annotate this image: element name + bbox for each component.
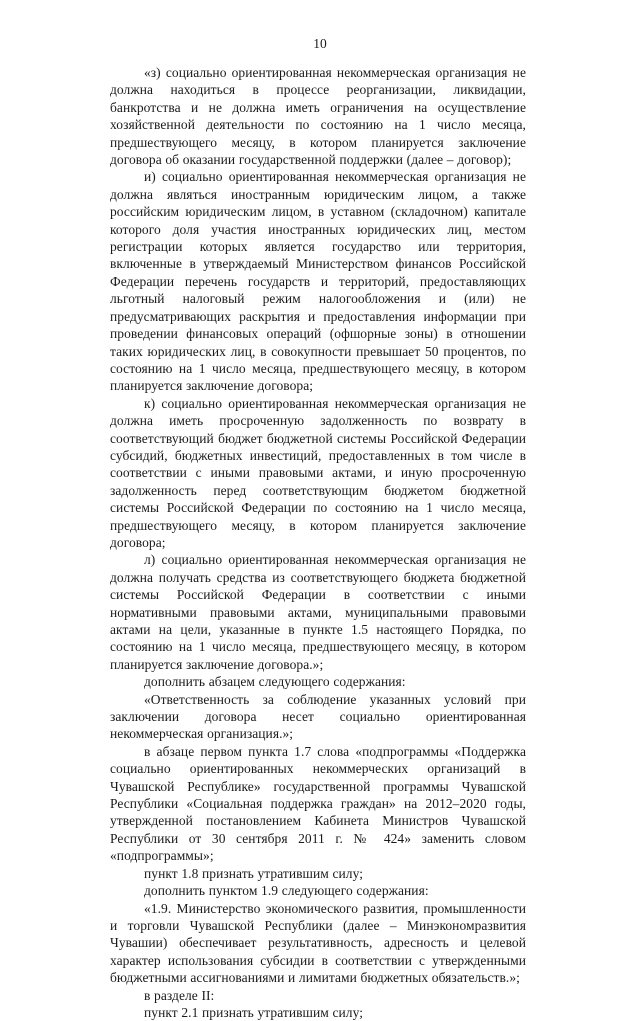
paragraph-add-clause: дополнить абзацем следующего содержания: [144,674,406,690]
page-number: 10 [313,36,327,51]
paragraph-item-1-8: пункт 1.8 признать утратившим силу; [144,865,364,881]
paragraph-responsibility: «Ответственность за соблюдение указанных условий при заключении договора несет социально ориентированная некоммерческая организация.»; [110,691,526,742]
paragraph-i-foreign-entity: и) социально ориентированная некоммерческая организация не должна являться иностранным юридическим лицом, а также российским юридическим лицом, в уставном (складочном) капитале которого доля участия иностранных юридических лиц, местом регистрации которых является государство или территория, включенные в утверждаемый Министерством финансов Российской Федерации перечень государств и территорий, предоставляющих льготный налоговый режим налогообложения и (или) не предусматривающих раскрытия и предоставления информации при проведении финансовых операций (офшорные зоны) в отношении таких юридических лиц, в совокупности превышает 50 процентов, по состоянию на 1 число месяца, предшествующего месяцу, в котором планируется заключение договора; [110,169,526,394]
paragraph-item-2-1: пункт 2.1 признать утратившим силу; [144,1004,364,1020]
paragraph-add-item-1-9: дополнить пунктом 1.9 следующего содержания: [144,883,429,899]
document-body [110,64,526,1021]
paragraph-item-1-9-text: «1.9. Министерство экономического развития, промышленности и торговли Чувашской Республики (далее – Минэкономразвития Чувашии) обеспечивает результативность, адресность и целевой характер использования субсидии в соответствии с утвержденными бюджетными ассигнованиями и лимитами бюджетных обязательств.»; [110,900,526,986]
paragraph-k-overdue-debt: к) социально ориентированная некоммерческая организация не должна иметь просроченную задолженность по возврату в соответствующий бюджет бюджетной системы Российской Федерации субсидий, бюджетных инвестиций, предоставленных в том числе в соответствии с иными правовыми актами, и иную просроченную задолженность перед соответствующим бюджетом бюджетной системы Российской Федерации по состоянию на 1 число месяца, предшествующего месяцу, в котором планируется заключение договора; [110,395,526,550]
paragraph-item-1-7: в абзаце первом пункта 1.7 слова «подпрограммы «Поддержка социально ориентированных некоммерческих организаций в Чувашской Республике» государственной программы Чувашской Республики «Социальная поддержка граждан» на 2012–2020 годы, утвержденной постановлением Кабинета Министров Чувашской Республики от 30 сентября 2011 г. № 424» заменить словом «подпрограммы»; [110,743,526,864]
paragraph-section-ii: в разделе II: [144,987,215,1003]
paragraph-l-other-funds: л) социально ориентированная некоммерческая организация не должна получать средства из соответствующего бюджета бюджетной системы Российской Федерации в соответствии с иными нормативными правовыми актами, муниципальными правовыми актами на цели, указанные в пункте 1.5 настоящего Порядка, по состоянию на 1 число месяца, предшествующего месяцу, в котором планируется заключение договора.»; [110,552,526,672]
paragraph-z-reorganization: «з) социально ориентированная некоммерческая организация не должна находиться в процессе реорганизации, ликвидации, банкротства и не должна иметь ограничения на осуществление хозяйственной деятельности по состоянию на 1 число месяца, предшествующего месяцу, в котором планируется заключение договора об оказании государственной поддержки (далее – договор); [110,65,526,168]
